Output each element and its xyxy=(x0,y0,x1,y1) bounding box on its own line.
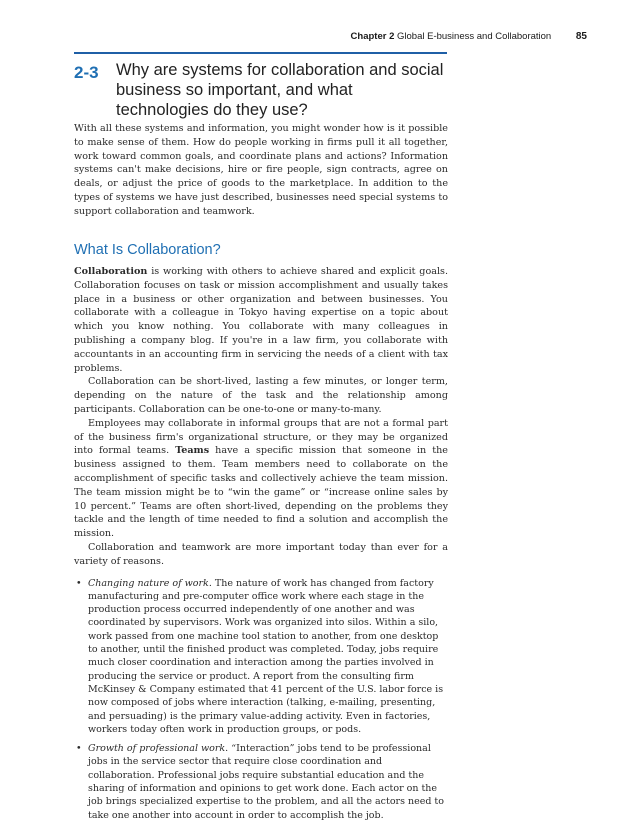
reasons-list xyxy=(74,577,448,822)
intro-paragraph: With all these systems and information, you might wonder how is it possible to make sense of them. How do people working in firms pull it all together, work toward common goals, and coordinate plans and actions? Information systems can't make decisions, hire or fire people, sign contracts, agree on deals, or adjust the price of goods to the marketplace. In addition to the types of systems we have just described, businesses need special systems to support collaboration and teamwork. xyxy=(74,123,448,217)
list-item xyxy=(74,742,448,822)
page-number: 85 xyxy=(575,31,587,42)
paragraph-importance: Collaboration and teamwork are more important today than ever for a variety of reasons. xyxy=(74,541,448,567)
subsection-title: What Is Collaboration? xyxy=(74,242,221,258)
paragraph-duration: Collaboration can be short-lived, lasting a few minutes, or longer term, depending on the nature of the task and the relationship among participants. Collaboration can be one-to-one or many-to-many. xyxy=(74,376,448,415)
chapter-label: Chapter 2 xyxy=(350,31,395,42)
section-title: Why are systems for collaboration and social business so important, and what technologies do they use? xyxy=(116,61,444,119)
bullet-lead: Growth of professional work. xyxy=(88,743,229,755)
bullet-icon: • xyxy=(76,577,82,589)
bullet-text: “Interaction” jobs tend to be professional jobs in the service sector that require close coordination and collaboration. Professional jobs require substantial education and the sharing of information and opinions to get work done. Each actor on the job brings specialized expertise to the problem, and all the actors need to take one another into account in order to accomplish the job. xyxy=(88,743,444,821)
paragraph-collaboration xyxy=(74,265,448,375)
paragraph-teams xyxy=(74,417,448,541)
paragraph-text: have a specific mission that someone in the business assigned to them. Team members need to collaborate on the accomplishment of specific tasks and collectively achieve the team mission. The team mission might be to “win the game” or “increase online sales by 10 percent.” Teams are often short-lived, depending on the problems they tackle and the length of time needed to find a solution and accomplish the mission. xyxy=(74,445,448,540)
term-teams: Teams xyxy=(175,445,210,457)
term-collaboration: Collaboration xyxy=(74,266,148,277)
list-item xyxy=(74,577,448,737)
paragraph-text: is working with others to achieve shared and explicit goals. Collaboration focuses on task or mission accomplishment and usually takes place in a business or other organization and between businesses. You collaborate with a colleague in Tokyo having expertise on a topic about which you know nothing. You collaborate with many colleagues in publishing a company blog. If you're in a law firm, you collaborate with accountants in an accounting firm in servicing the needs of a client with tax problems. xyxy=(74,266,448,374)
section-number: 2-3 xyxy=(74,63,99,82)
chapter-title: Global E-business and Collaboration xyxy=(397,31,552,42)
running-header xyxy=(351,31,587,42)
bullet-lead: Changing nature of work. xyxy=(88,577,212,589)
main-text xyxy=(74,265,448,828)
section-rule xyxy=(74,52,447,54)
paragraph-text: Employees may collaborate in informal groups that are not a formal part of the business firm's organizational structure, or they may be organized into formal teams. xyxy=(74,417,448,457)
bullet-text: The nature of work has changed from factory manufacturing and pre-computer office work where each stage in the production process occurred independently of one another and was coordinated by supervisors. Work was organized into silos. Within a silo, work passed from one machine tool station to another, from one desktop to another, until the finished product was completed. Today, jobs require much closer coordination and interaction among the parties involved in producing the service or product. A report from the consulting firm McKinsey & Company estimated that 41 percent of the U.S. labor force is now composed of jobs where interaction (talking, e-mailing, presenting, and persuading) is the primary value-adding activity. Even in factories, workers today often work in production groups, or pods. xyxy=(88,577,444,735)
bullet-icon: • xyxy=(76,743,82,755)
